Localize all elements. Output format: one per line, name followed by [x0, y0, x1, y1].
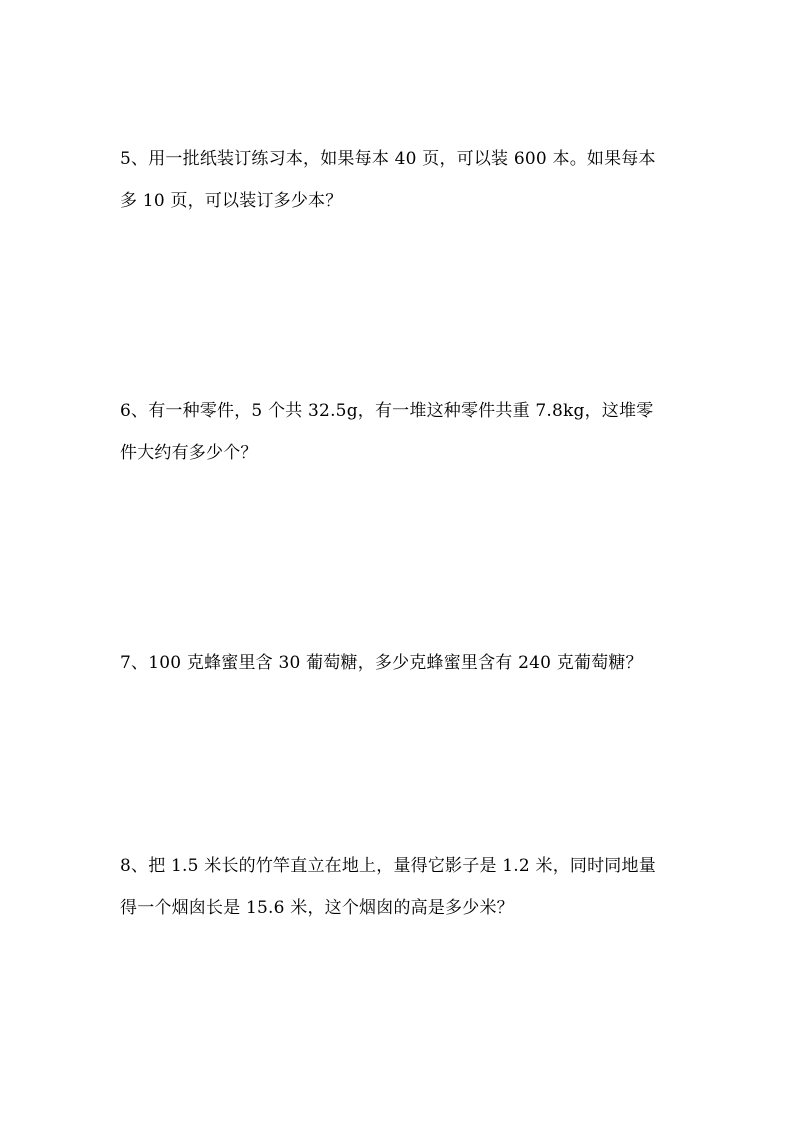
question-8-line-2: 得一个烟囱长是 15.6 米，这个烟囱的高是多少米？	[120, 898, 514, 918]
question-8	[120, 845, 680, 929]
question-6	[120, 390, 680, 474]
question-7-line-1: 7、100 克蜂蜜里含 30 葡萄糖，多少克蜂蜜里含有 240 克葡萄糖？	[120, 653, 643, 673]
question-8-line-1: 8、把 1.5 米长的竹竿直立在地上，量得它影子是 1.2 米，同时同地量	[120, 856, 656, 876]
question-5-line-1: 5、用一批纸装订练习本，如果每本 40 页，可以装 600 本。如果每本	[120, 149, 656, 169]
question-5-line-2: 多 10 页，可以装订多少本？	[120, 191, 343, 211]
question-6-line-2: 件大约有多少个？	[120, 443, 258, 463]
question-5	[120, 138, 680, 222]
question-6-line-1: 6、有一种零件，5 个共 32.5g，有一堆这种零件共重 7.8kg，这堆零	[120, 401, 654, 421]
question-7	[120, 642, 680, 684]
